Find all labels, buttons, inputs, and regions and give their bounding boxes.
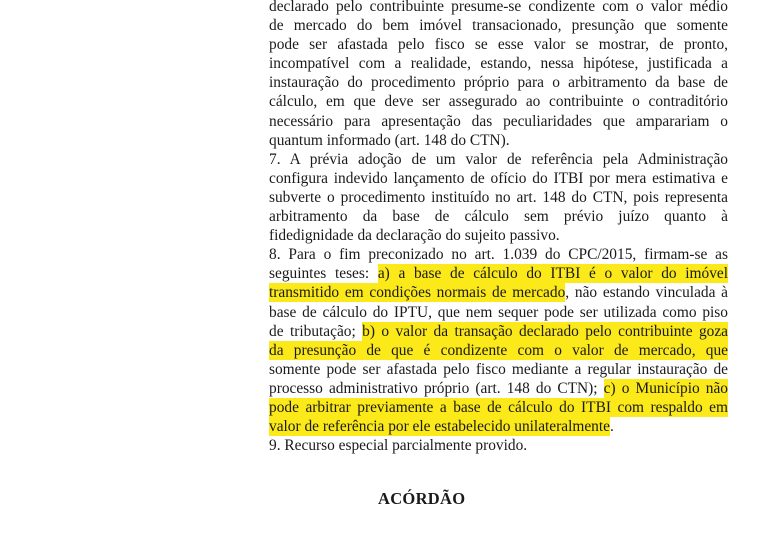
text-line: [269, 360, 728, 379]
text-segment: necessário para apresentação das peculiaridades que amparariam o: [269, 112, 728, 130]
highlighted-text: b) o valor da transação declarado pelo contribuinte goza: [362, 322, 728, 340]
text-line: [269, 264, 728, 283]
text-line: [269, 150, 728, 169]
text-segment: configura indevido lançamento de ofício do ITBI por mera estimativa e: [269, 169, 728, 187]
text-segment: subverte o procedimento instituído no art. 148 do CTN, pois representa: [269, 188, 728, 206]
text-line: [269, 417, 728, 436]
text-line: [269, 436, 728, 455]
text-line: [269, 379, 728, 398]
text-line: [269, 341, 728, 360]
text-line: [269, 73, 728, 92]
text-segment: declarado pelo contribuinte presume-se condizente com o valor médio: [269, 0, 728, 15]
highlighted-text: a) a base de cálculo do ITBI é o valor do imóvel: [377, 265, 728, 283]
text-line: [269, 54, 728, 73]
text-segment: cálculo, em que deve ser assegurado ao contribuinte o contraditório: [269, 93, 728, 111]
highlighted-text: valor de referência por ele estabelecido unilateralmente: [269, 418, 610, 436]
text-line: [269, 283, 728, 302]
section-title: ACÓRDÃO: [378, 489, 466, 508]
text-line: [269, 207, 728, 226]
text-segment: processo administrativo próprio (art. 148 do CTN);: [269, 379, 604, 397]
text-segment: quantum informado (art. 148 do CTN).: [269, 131, 510, 149]
text-segment: instauração do procedimento próprio para o arbitramento da base de: [269, 74, 728, 92]
text-line: [269, 226, 728, 245]
text-segment: base de cálculo do IPTU, que nem sequer pode ser utilizada como piso: [269, 303, 728, 321]
text-line: [269, 188, 728, 207]
text-segment: de mercado do bem imóvel transacionado, presunção que somente: [269, 17, 728, 35]
text-segment: .: [609, 418, 614, 436]
text-line: [269, 398, 728, 417]
text-segment: pode ser afastada pelo fisco se esse valor se mostrar, de pronto,: [269, 36, 728, 54]
text-segment: seguintes teses:: [269, 265, 378, 283]
text-line: [269, 169, 728, 188]
text-segment: , não estando vinculada à: [565, 284, 728, 302]
text-segment: somente pode ser afastada pelo fisco mediante a regular instauração de: [269, 360, 728, 378]
text-line: [269, 35, 728, 54]
text-segment: fidedignidade da declaração do sujeito passivo.: [269, 227, 560, 245]
text-segment: 9. Recurso especial parcialmente provido.: [269, 437, 528, 455]
text-segment: 7. A prévia adoção de um valor de referência pela Administração: [269, 150, 728, 168]
highlighted-text: transmitido em condições normais de mercado: [269, 284, 566, 302]
text-line: [269, 16, 728, 35]
text-line: [269, 92, 728, 111]
highlighted-text: c) o Município não: [603, 379, 728, 397]
highlighted-text: pode arbitrar previamente a base de cálculo do ITBI com respaldo em: [269, 398, 728, 416]
text-segment: incompatível com a realidade, estando, nessa hipótese, justificada a: [269, 55, 728, 73]
text-line: [269, 112, 728, 131]
text-segment: de tributação;: [269, 322, 363, 340]
text-line: [269, 0, 728, 16]
highlighted-text: da presunção de que é condizente com o valor de mercado, que: [269, 341, 728, 359]
text-line: [269, 303, 728, 322]
text-line: [269, 131, 728, 150]
text-segment: 8. Para o fim preconizado no art. 1.039 do CPC/2015, firmam-se as: [269, 246, 728, 264]
text-segment: arbitramento da base de cálculo sem prévio juízo quanto à: [269, 208, 728, 226]
document-body: [269, 0, 728, 455]
text-line: [269, 245, 728, 264]
text-line: [269, 322, 728, 341]
